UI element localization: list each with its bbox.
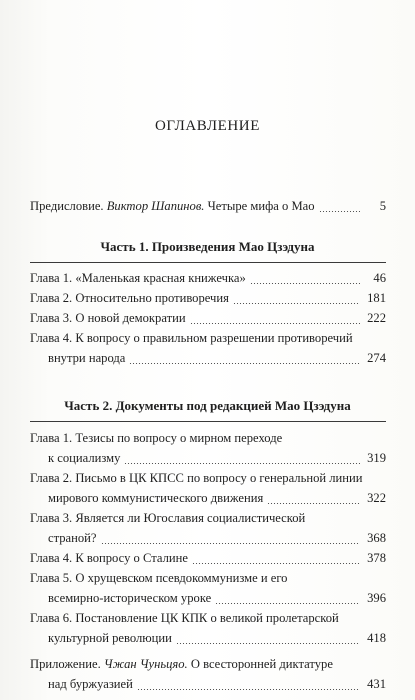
chapter-page-number: 181: [367, 291, 386, 305]
dot-leader: [129, 363, 360, 364]
part-2-rule: [30, 421, 386, 422]
chapter-title: Глава 1. «Маленькая красная книжечка»: [30, 271, 246, 285]
appendix-label: Приложение.: [30, 657, 101, 671]
toc-line: [30, 268, 386, 288]
toc-line: [30, 288, 386, 308]
chapter-title: Глава 2. Относительно противоречия: [30, 291, 229, 305]
chapter-title-continuation: страной?: [48, 531, 97, 545]
dot-leader: [137, 689, 360, 690]
chapter-title: Глава 2. Письмо в ЦК КПСС по вопросу о генеральной линии: [30, 471, 363, 485]
toc-line: [30, 428, 386, 448]
part1-chapter-4[interactable]: [30, 328, 386, 368]
toc-line-continuation: [30, 628, 386, 648]
chapter-page-number: 319: [367, 451, 386, 465]
chapter-title: Глава 3. Является ли Югославия социалистической: [30, 511, 306, 525]
chapter-title-continuation: внутри народа: [48, 351, 126, 365]
bleed-through-line: [22, 65, 392, 75]
appendix-author: Чжан Чуньцяо.: [103, 657, 188, 671]
chapter-page-number: 378: [367, 551, 386, 565]
part-1-title: Часть 1. Произведения Мао Цзэдуна: [100, 239, 315, 254]
chapter-page-number: 322: [367, 491, 386, 505]
chapter-page-number: 222: [367, 311, 386, 325]
preface-entry[interactable]: [30, 196, 386, 216]
toc-line: [30, 328, 386, 348]
toc-line: [30, 568, 386, 588]
chapter-title: Глава 3. О новой демократии: [30, 311, 186, 325]
toc-line: [30, 508, 386, 528]
toc-line: [30, 608, 386, 628]
chapter-title-continuation: культурной революции: [48, 631, 172, 645]
chapter-title: Глава 4. К вопросу о Сталине: [30, 551, 188, 565]
dot-leader: [101, 543, 361, 544]
chapter-page-number: 396: [367, 591, 386, 605]
dot-leader: [215, 603, 360, 604]
toc-line-continuation: [30, 528, 386, 548]
chapter-page-number: 274: [367, 351, 386, 365]
toc-line: [30, 548, 386, 568]
part2-chapter-4[interactable]: [30, 548, 386, 568]
preface-author: Виктор Шапинов.: [106, 199, 205, 213]
part2-chapter-1[interactable]: [30, 428, 386, 468]
part2-chapter-2[interactable]: [30, 468, 386, 508]
chapter-page-number: 46: [373, 271, 386, 285]
chapter-page-number: 418: [367, 631, 386, 645]
appendix-entry[interactable]: [30, 654, 386, 694]
appendix-title: О всесторонней диктатуре: [190, 657, 333, 671]
part-1-rule: [30, 262, 386, 263]
chapter-title-continuation: всемирно-историческом уроке: [48, 591, 212, 605]
part2-chapter-3[interactable]: [30, 508, 386, 548]
dot-leader: [124, 463, 360, 464]
chapter-title-continuation: мирового коммунистического движения: [48, 491, 264, 505]
chapter-title: Глава 4. К вопросу о правильном разрешении противоречий: [30, 331, 353, 345]
bleed-through-line: [22, 14, 392, 24]
part1-chapter-2[interactable]: [30, 288, 386, 308]
chapter-title: Глава 5. О хрущевском псевдокоммунизме и его: [30, 571, 288, 585]
dot-leader: [176, 643, 360, 644]
bleed-through-line: [22, 99, 392, 109]
appendix-page-number: 431: [367, 677, 386, 691]
toc-line-continuation: [30, 348, 386, 368]
part-2-title: Часть 2. Документы под редакцией Мао Цзэдуна: [64, 398, 351, 413]
toc-line-continuation: [30, 588, 386, 608]
appendix-line-continuation: [30, 674, 386, 694]
dot-leader: [250, 283, 360, 284]
dot-leader: [190, 323, 360, 324]
dot-leader: [319, 211, 360, 212]
bleed-through-line: [22, 82, 392, 92]
dot-leader: [233, 303, 360, 304]
preface-label: Предисловие.: [30, 199, 104, 213]
part2-chapter-6[interactable]: [30, 608, 386, 648]
toc-line-continuation: [30, 488, 386, 508]
toc-line: [30, 308, 386, 328]
chapter-title-continuation: к социализму: [48, 451, 121, 465]
preface-line: [30, 196, 386, 216]
chapter-page-number: 368: [367, 531, 386, 545]
dot-leader: [192, 563, 360, 564]
appendix-title-continuation: над буржуазией: [48, 677, 133, 691]
bleed-through-line: [22, 31, 392, 41]
toc-title: ОГЛАВЛЕНИЕ: [155, 118, 260, 134]
part1-chapter-3[interactable]: [30, 308, 386, 328]
preface-title: Четыре мифа о Мао: [207, 199, 315, 213]
toc-line: [30, 468, 386, 488]
toc-line-continuation: [30, 448, 386, 468]
chapter-title: Глава 6. Постановление ЦК КПК о великой пролетарской: [30, 611, 339, 625]
dot-leader: [267, 503, 360, 504]
bleed-through-line: [22, 48, 392, 58]
part2-chapter-5[interactable]: [30, 568, 386, 608]
part1-chapter-1[interactable]: [30, 268, 386, 288]
appendix-line: [30, 654, 386, 674]
chapter-title: Глава 1. Тезисы по вопросу о мирном переходе: [30, 431, 283, 445]
preface-page-number: 5: [379, 199, 386, 213]
